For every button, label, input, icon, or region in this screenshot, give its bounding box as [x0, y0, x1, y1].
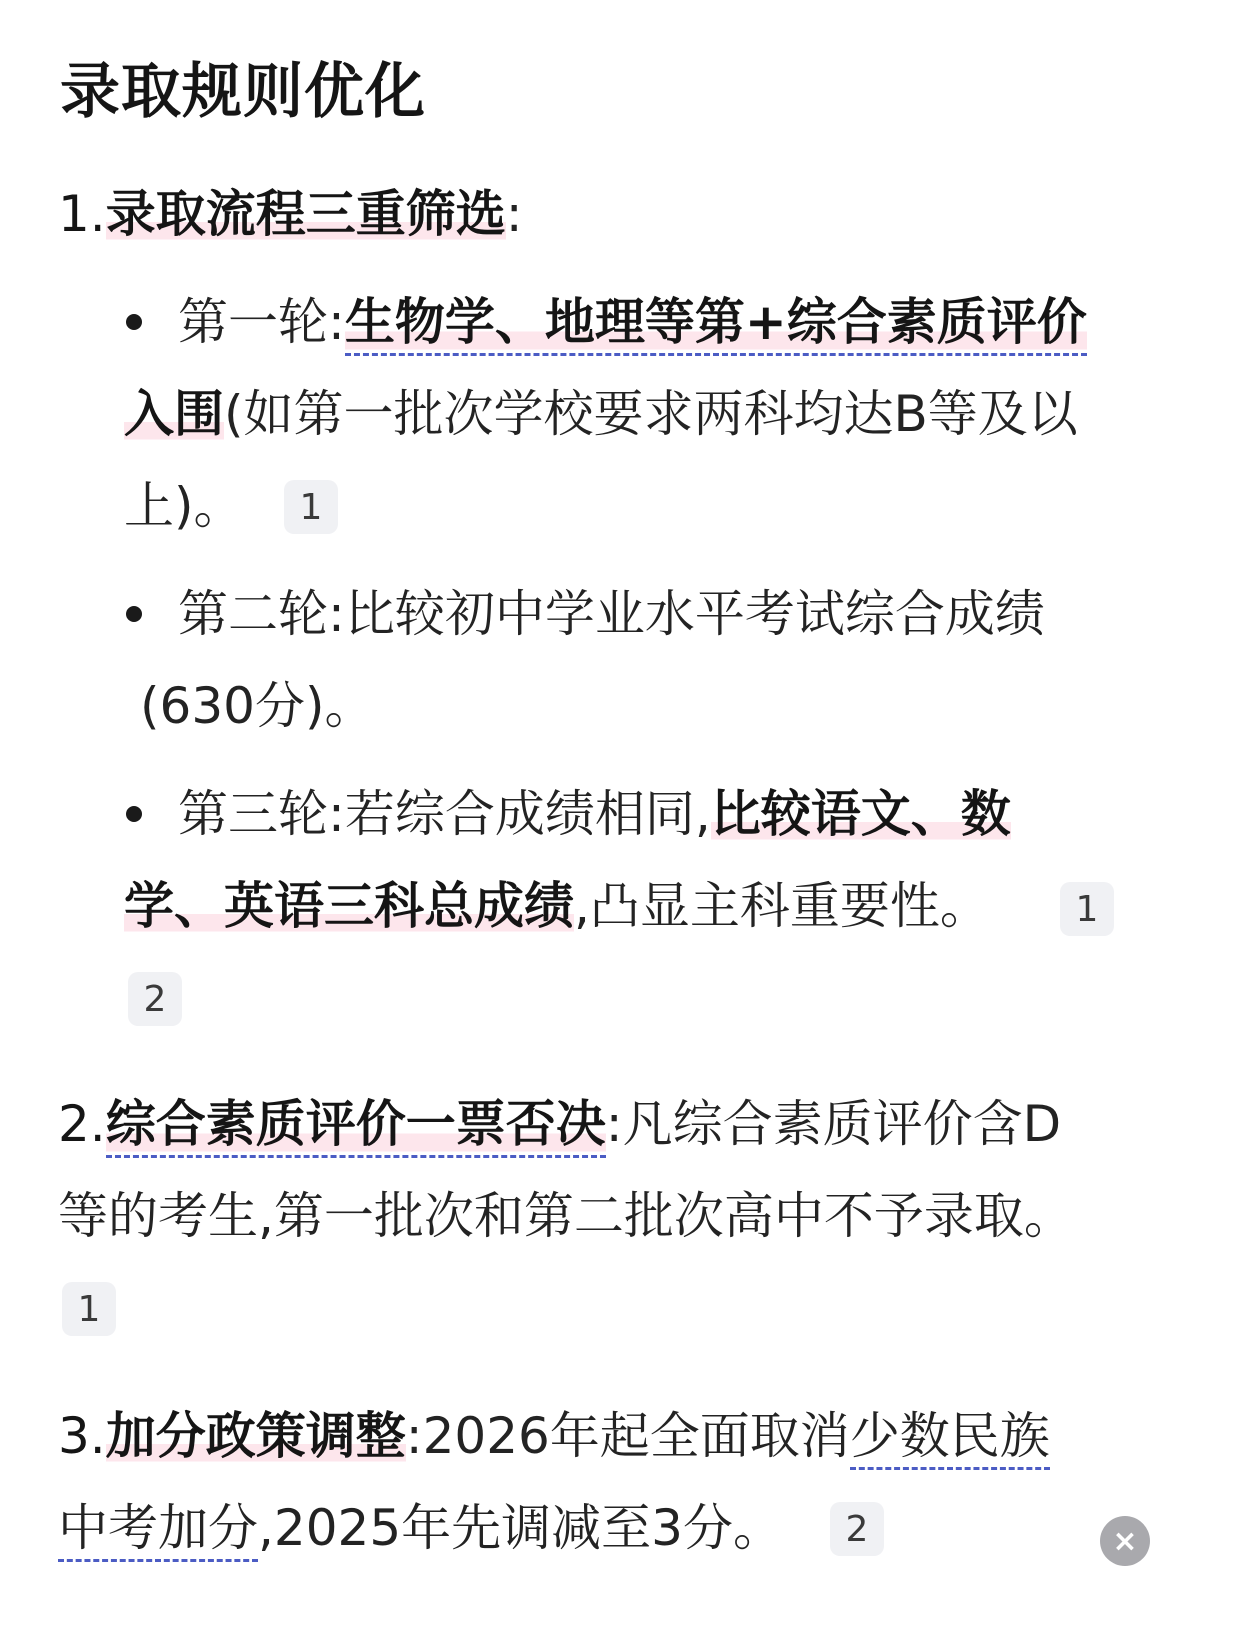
section-1-heading: 1.录取流程三重筛选: — [58, 185, 523, 243]
round-3-line-2: 学、英语三科总成绩,凸显主科重要性。 — [124, 877, 990, 935]
bullet-icon — [126, 606, 142, 622]
section-number: 3. — [58, 1407, 106, 1465]
citation-badge[interactable]: 2 — [830, 1502, 884, 1556]
citation-badge[interactable]: 1 — [284, 480, 338, 534]
round-label: 第一轮: — [178, 293, 345, 351]
round-2-line-2: (630分)。 — [140, 677, 375, 735]
section-title: 录取流程三重筛选 — [105, 185, 506, 243]
highlight-text: 比较语文、数 — [710, 785, 1011, 843]
round-1-line-3: 上)。 — [124, 477, 244, 535]
highlight-text: 学、英语三科总成绩 — [124, 877, 574, 935]
section-number: 1. — [58, 185, 106, 243]
section-title[interactable]: 综合素质评价一票否决 — [106, 1095, 606, 1158]
highlight-text: 入围 — [124, 385, 224, 443]
section-number: 2. — [58, 1095, 106, 1153]
section-2-line-1: 2.综合素质评价一票否决:凡综合素质评价含D — [58, 1094, 1061, 1154]
round-label: 第三轮: — [178, 785, 345, 843]
round-label: 第二轮: — [178, 585, 345, 643]
close-icon[interactable]: × — [1100, 1516, 1150, 1566]
section-2-line-2: 等的考生,第一批次和第二批次高中不予录取。 — [58, 1187, 1074, 1245]
page-title: 录取规则优化 — [60, 57, 426, 127]
linked-highlight[interactable]: 生物学、地理等第+综合素质评价 — [345, 293, 1087, 356]
section-3-line-2: 中考加分,2025年先调减至3分。 — [58, 1498, 783, 1558]
citation-badge[interactable]: 2 — [128, 972, 182, 1026]
citation-badge[interactable]: 1 — [62, 1282, 116, 1336]
round-3-line-1: 第三轮:若综合成绩相同,比较语文、数 — [126, 784, 1011, 844]
section-3-line-1: 3.加分政策调整:2026年起全面取消少数民族 — [58, 1406, 1050, 1466]
round-2-line-1: 第二轮:比较初中学业水平考试综合成绩 — [126, 584, 1045, 644]
linked-term[interactable]: 中考加分 — [58, 1499, 258, 1562]
round-1-line-1 — [126, 292, 1087, 352]
citation-badge[interactable]: 1 — [1060, 882, 1114, 936]
round-1-line-2: 入围(如第一批次学校要求两科均达B等及以 — [124, 385, 1078, 443]
linked-term[interactable]: 少数民族 — [850, 1407, 1050, 1470]
bullet-icon — [126, 314, 142, 330]
bullet-icon — [126, 806, 142, 822]
section-title: 加分政策调整 — [105, 1407, 406, 1465]
